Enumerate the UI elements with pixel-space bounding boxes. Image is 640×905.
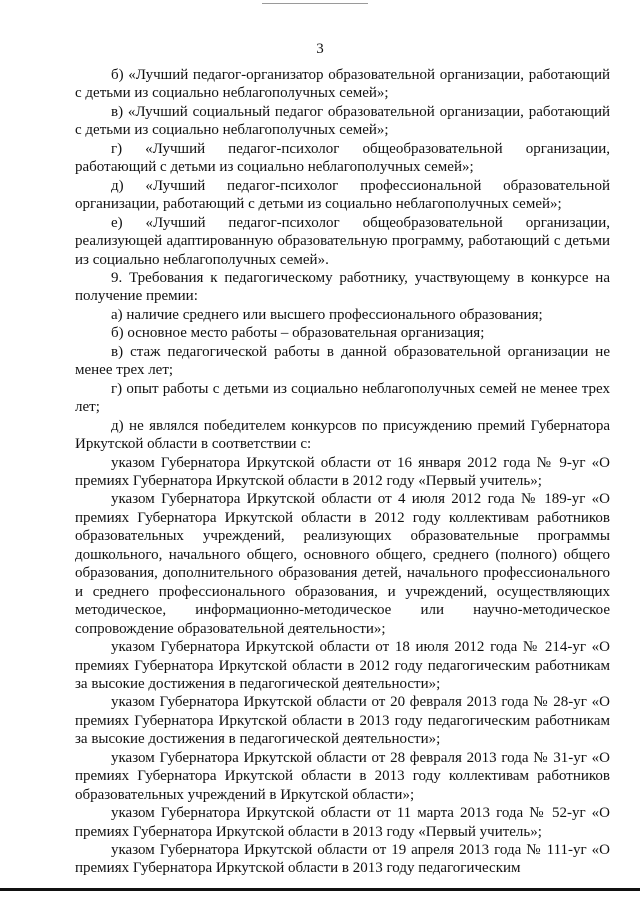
- paragraph-decree-9: указом Губернатора Иркутской области от 16 января 2012 года № 9-уг «О премиях Губернатора Иркутской области в 2012 году «Первый учитель»;: [75, 454, 610, 489]
- paragraph-decree-52: указом Губернатора Иркутской области от 11 марта 2013 года № 52-уг «О премиях Губернатора Иркутской области в 2013 году «Первый учитель»;: [75, 805, 610, 840]
- bottom-divider: [0, 888, 640, 891]
- paragraph-award-e: е) «Лучший педагог-психолог общеобразовательной организации, реализующей адаптированную образовательную программу, работающий с детьми из социально неблагополучных семей».: [75, 214, 610, 268]
- page-number: 3: [316, 41, 324, 57]
- paragraph-req-b: б) основное место работы – образовательная организация;: [111, 325, 485, 342]
- paragraph-decree-189: указом Губернатора Иркутской области от 4 июля 2012 года № 189-уг «О премиях Губернатора Иркутской области в 2012 году коллективам работников образовательных учреждений, реализующих образовательные программы дошкольного, начального общего, основного общего, среднего (полного) общего образования, дополнительного образования детей, начального профессионального и среднего профессионального образования, и учреждений, осуществляющих методическое, информационно-методическое или научно-методическое сопровождение образовательной деятельности»;: [75, 491, 610, 637]
- document-body: [75, 66, 610, 878]
- paragraph-decree-111: указом Губернатора Иркутской области от 19 апреля 2013 года № 111-уг «О премиях Губернатора Иркутской области в 2013 году педагогическим: [75, 842, 610, 877]
- paragraph-req-a: а) наличие среднего или высшего профессионального образования;: [111, 306, 543, 323]
- paragraph-award-d: д) «Лучший педагог-психолог профессиональной образовательной организации, работающий с детьми из социально неблагополучных семей»;: [75, 177, 610, 213]
- paragraph-req-g: г) опыт работы с детьми из социально неблагополучных семей не менее трех лет;: [75, 380, 610, 416]
- paragraph-decree-31: указом Губернатора Иркутской области от 28 февраля 2013 года № 31-уг «О премиях Губернатора Иркутской области в 2013 году коллективам работников образовательных учреждений в Иркутской области»;: [75, 749, 610, 803]
- paragraph-section-9: 9. Требования к педагогическому работнику, участвующему в конкурсе на получение премии:: [75, 269, 610, 305]
- paragraph-req-d: д) не являлся победителем конкурсов по присуждению премий Губернатора Иркутской области в соответствии с:: [75, 417, 610, 453]
- paragraph-decree-28: указом Губернатора Иркутской области от 20 февраля 2013 года № 28-уг «О премиях Губернатора Иркутской области в 2013 году педагогическим работникам за высокие достижения в педагогической деятельности»;: [75, 694, 610, 748]
- paragraph-req-v: в) стаж педагогической работы в данной образовательной организации не менее трех лет;: [75, 343, 610, 379]
- paragraph-award-b: б) «Лучший педагог-организатор образовательной организации, работающий с детьми из социально неблагополучных семей»;: [75, 67, 610, 102]
- paragraph-decree-214: указом Губернатора Иркутской области от 18 июля 2012 года № 214-уг «О премиях Губернатора Иркутской области в 2012 году педагогическим работникам за высокие достижения в педагогической деятельности»;: [75, 639, 610, 692]
- paragraph-award-v: в) «Лучший социальный педагог образовательной организации, работающий с детьми из социально неблагополучных семей»;: [75, 103, 610, 139]
- paragraph-award-g: г) «Лучший педагог-психолог общеобразовательной организации, работающий с детьми из социально неблагополучных семей»;: [75, 140, 610, 176]
- top-divider: [262, 3, 368, 4]
